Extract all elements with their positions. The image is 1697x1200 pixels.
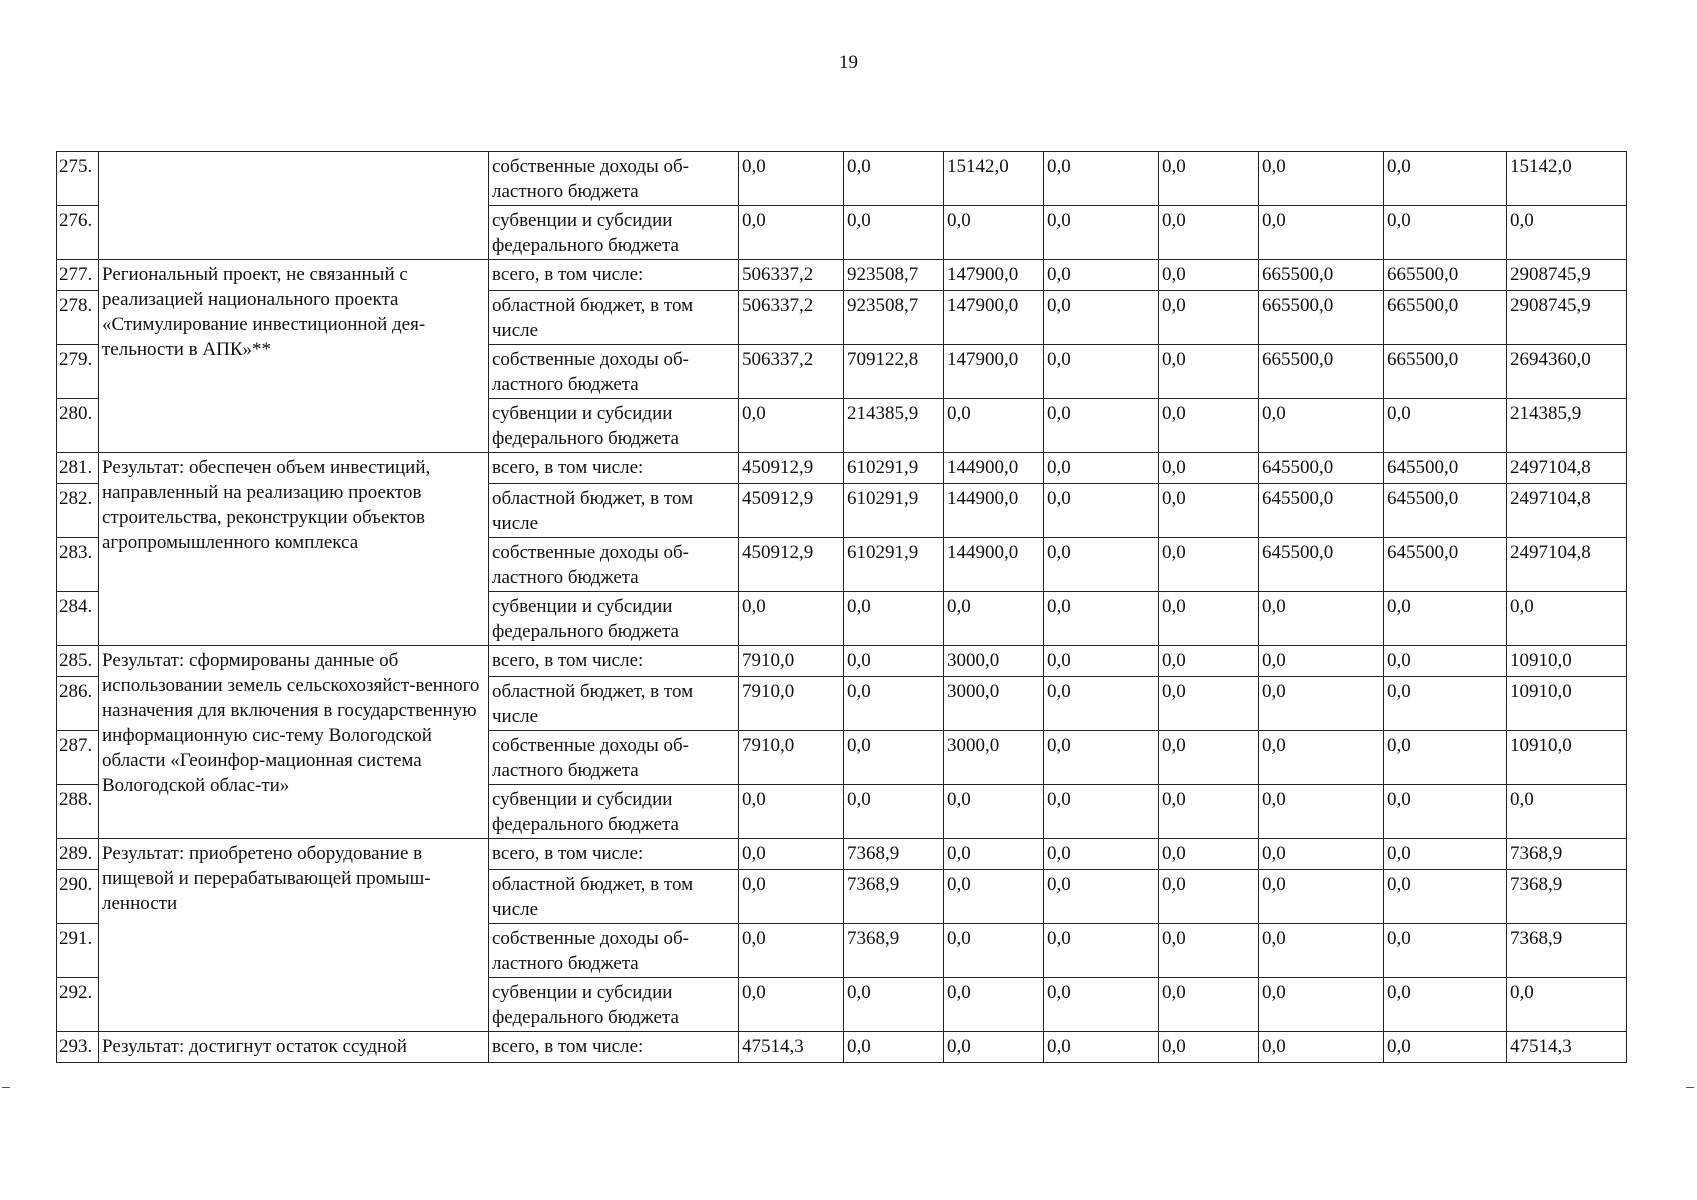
row-number: 286. (57, 677, 99, 731)
value-cell: 7368,9 (844, 839, 944, 870)
value-cell: 7910,0 (739, 731, 844, 785)
funding-source: всего, в том числе: (489, 646, 739, 677)
funding-source: собственные доходы об-ластного бюджета (489, 345, 739, 399)
value-cell: 0,0 (944, 592, 1044, 646)
value-cell: 0,0 (844, 592, 944, 646)
value-cell: 0,0 (1259, 399, 1384, 453)
value-cell: 0,0 (1044, 206, 1159, 260)
value-cell: 47514,3 (739, 1032, 844, 1063)
value-cell: 147900,0 (944, 260, 1044, 291)
value-cell: 0,0 (844, 206, 944, 260)
value-cell: 147900,0 (944, 345, 1044, 399)
value-cell: 2694360,0 (1507, 345, 1627, 399)
table-row (57, 646, 1627, 677)
value-cell: 0,0 (1159, 731, 1259, 785)
value-cell: 0,0 (1159, 924, 1259, 978)
funding-source: областной бюджет, в том числе (489, 484, 739, 538)
value-cell: 7368,9 (844, 924, 944, 978)
value-cell: 645500,0 (1259, 453, 1384, 484)
row-number: 283. (57, 538, 99, 592)
value-cell: 0,0 (1044, 924, 1159, 978)
value-cell: 0,0 (1159, 870, 1259, 924)
value-cell: 0,0 (739, 592, 844, 646)
group-name: Региональный проект, не связанный с реализацией национального проекта «Стимулирование инвестиционной дея-тельности в АПК»** (99, 260, 489, 453)
row-number: 277. (57, 260, 99, 291)
value-cell: 923508,7 (844, 291, 944, 345)
value-cell: 214385,9 (844, 399, 944, 453)
value-cell: 0,0 (1384, 731, 1507, 785)
value-cell: 214385,9 (1507, 399, 1627, 453)
value-cell: 0,0 (1159, 646, 1259, 677)
value-cell: 0,0 (1044, 260, 1159, 291)
value-cell: 0,0 (1159, 291, 1259, 345)
value-cell: 450912,9 (739, 484, 844, 538)
value-cell: 923508,7 (844, 260, 944, 291)
value-cell: 47514,3 (1507, 1032, 1627, 1063)
value-cell: 0,0 (739, 924, 844, 978)
group-name: Результат: обеспечен объем инвестиций, направленный на реализацию проектов строительства, реконструкции объектов агропромышленного комплекса (99, 453, 489, 646)
value-cell: 0,0 (844, 677, 944, 731)
value-cell: 0,0 (1507, 978, 1627, 1032)
row-number: 281. (57, 453, 99, 484)
value-cell: 0,0 (1044, 538, 1159, 592)
value-cell: 645500,0 (1259, 484, 1384, 538)
funding-source: собственные доходы об-ластного бюджета (489, 152, 739, 206)
value-cell: 0,0 (1259, 924, 1384, 978)
value-cell: 0,0 (739, 785, 844, 839)
value-cell: 7368,9 (1507, 870, 1627, 924)
value-cell: 0,0 (1159, 538, 1259, 592)
value-cell: 0,0 (1159, 677, 1259, 731)
value-cell: 709122,8 (844, 345, 944, 399)
value-cell: 610291,9 (844, 538, 944, 592)
value-cell: 0,0 (1044, 592, 1159, 646)
value-cell: 0,0 (1044, 484, 1159, 538)
value-cell: 0,0 (1159, 206, 1259, 260)
funding-source: субвенции и субсидии федерального бюджета (489, 978, 739, 1032)
value-cell: 0,0 (1259, 646, 1384, 677)
value-cell: 0,0 (1384, 924, 1507, 978)
budget-table (56, 151, 1627, 1063)
value-cell: 506337,2 (739, 345, 844, 399)
table-row (57, 260, 1627, 291)
value-cell: 665500,0 (1259, 260, 1384, 291)
value-cell: 0,0 (1507, 206, 1627, 260)
value-cell: 7910,0 (739, 677, 844, 731)
value-cell: 0,0 (844, 785, 944, 839)
value-cell: 0,0 (1259, 592, 1384, 646)
row-number: 280. (57, 399, 99, 453)
value-cell: 645500,0 (1384, 484, 1507, 538)
row-number: 285. (57, 646, 99, 677)
value-cell: 0,0 (844, 646, 944, 677)
value-cell: 0,0 (739, 978, 844, 1032)
table-row (57, 152, 1627, 206)
value-cell: 0,0 (1044, 291, 1159, 345)
value-cell: 0,0 (1384, 646, 1507, 677)
value-cell: 0,0 (1384, 1032, 1507, 1063)
row-number: 289. (57, 839, 99, 870)
value-cell: 610291,9 (844, 484, 944, 538)
value-cell: 7368,9 (1507, 924, 1627, 978)
page-number: 19 (839, 52, 858, 73)
row-number: 278. (57, 291, 99, 345)
value-cell: 3000,0 (944, 646, 1044, 677)
funding-source: областной бюджет, в том числе (489, 677, 739, 731)
funding-source: всего, в том числе: (489, 839, 739, 870)
value-cell: 0,0 (1384, 785, 1507, 839)
value-cell: 7368,9 (844, 870, 944, 924)
value-cell: 0,0 (1044, 1032, 1159, 1063)
value-cell: 0,0 (1259, 206, 1384, 260)
value-cell: 144900,0 (944, 453, 1044, 484)
value-cell: 665500,0 (1384, 345, 1507, 399)
funding-source: собственные доходы об-ластного бюджета (489, 924, 739, 978)
value-cell: 0,0 (1159, 345, 1259, 399)
value-cell: 610291,9 (844, 453, 944, 484)
value-cell: 0,0 (1259, 785, 1384, 839)
value-cell: 0,0 (1159, 453, 1259, 484)
value-cell: 0,0 (739, 399, 844, 453)
value-cell: 0,0 (1507, 592, 1627, 646)
value-cell: 15142,0 (944, 152, 1044, 206)
value-cell: 0,0 (944, 978, 1044, 1032)
value-cell: 10910,0 (1507, 677, 1627, 731)
value-cell: 2497104,8 (1507, 484, 1627, 538)
value-cell: 0,0 (1259, 1032, 1384, 1063)
value-cell: 645500,0 (1384, 453, 1507, 484)
row-number: 288. (57, 785, 99, 839)
value-cell: 506337,2 (739, 260, 844, 291)
row-number: 282. (57, 484, 99, 538)
funding-source: собственные доходы об-ластного бюджета (489, 731, 739, 785)
row-number: 276. (57, 206, 99, 260)
value-cell: 0,0 (739, 870, 844, 924)
value-cell: 0,0 (1159, 152, 1259, 206)
value-cell: 0,0 (1159, 785, 1259, 839)
row-number: 284. (57, 592, 99, 646)
value-cell: 450912,9 (739, 538, 844, 592)
value-cell: 0,0 (944, 785, 1044, 839)
value-cell: 0,0 (1259, 978, 1384, 1032)
funding-source: всего, в том числе: (489, 453, 739, 484)
table-row (57, 839, 1627, 870)
value-cell: 0,0 (1159, 978, 1259, 1032)
value-cell: 15142,0 (1507, 152, 1627, 206)
value-cell: 0,0 (1384, 839, 1507, 870)
value-cell: 0,0 (1044, 345, 1159, 399)
value-cell: 0,0 (739, 152, 844, 206)
value-cell: 665500,0 (1384, 260, 1507, 291)
funding-source: всего, в том числе: (489, 1032, 739, 1063)
value-cell: 0,0 (944, 839, 1044, 870)
value-cell: 0,0 (944, 399, 1044, 453)
value-cell: 144900,0 (944, 538, 1044, 592)
funding-source: областной бюджет, в том числе (489, 870, 739, 924)
margin-mark-left (2, 1087, 10, 1088)
funding-source: субвенции и субсидии федерального бюджета (489, 592, 739, 646)
value-cell: 0,0 (1259, 870, 1384, 924)
value-cell: 645500,0 (1259, 538, 1384, 592)
value-cell: 144900,0 (944, 484, 1044, 538)
value-cell: 7910,0 (739, 646, 844, 677)
value-cell: 0,0 (739, 206, 844, 260)
value-cell: 506337,2 (739, 291, 844, 345)
value-cell: 645500,0 (1384, 538, 1507, 592)
value-cell: 0,0 (1044, 785, 1159, 839)
value-cell: 0,0 (844, 978, 944, 1032)
value-cell: 0,0 (944, 870, 1044, 924)
row-number: 293. (57, 1032, 99, 1063)
value-cell: 3000,0 (944, 731, 1044, 785)
group-name (99, 152, 489, 260)
value-cell: 0,0 (844, 731, 944, 785)
row-number: 275. (57, 152, 99, 206)
value-cell: 0,0 (1044, 870, 1159, 924)
value-cell: 0,0 (1159, 260, 1259, 291)
value-cell: 7368,9 (1507, 839, 1627, 870)
value-cell: 0,0 (1259, 731, 1384, 785)
group-name: Результат: приобретено оборудование в пищевой и перерабатывающей промыш-ленности (99, 839, 489, 1032)
funding-source: субвенции и субсидии федерального бюджета (489, 399, 739, 453)
value-cell: 0,0 (1044, 152, 1159, 206)
table-row (57, 453, 1627, 484)
group-name: Результат: сформированы данные об использовании земель сельскохозяйст-венного назначения для включения в государственную информационную сис-тему Вологодской области «Геоинфор-мационная система Вологодской облас-ти» (99, 646, 489, 839)
value-cell: 0,0 (844, 1032, 944, 1063)
value-cell: 0,0 (1159, 484, 1259, 538)
funding-source: субвенции и субсидии федерального бюджета (489, 785, 739, 839)
value-cell: 0,0 (944, 924, 1044, 978)
value-cell: 0,0 (1384, 152, 1507, 206)
value-cell: 0,0 (1044, 453, 1159, 484)
group-name: Результат: достигнут остаток ссудной (99, 1032, 489, 1063)
value-cell: 0,0 (1384, 206, 1507, 260)
value-cell: 0,0 (1044, 677, 1159, 731)
value-cell: 3000,0 (944, 677, 1044, 731)
funding-source: всего, в том числе: (489, 260, 739, 291)
value-cell: 0,0 (1384, 677, 1507, 731)
table-row (57, 1032, 1627, 1063)
value-cell: 665500,0 (1384, 291, 1507, 345)
value-cell: 0,0 (1259, 839, 1384, 870)
value-cell: 0,0 (1384, 399, 1507, 453)
value-cell: 0,0 (944, 206, 1044, 260)
value-cell: 2908745,9 (1507, 260, 1627, 291)
value-cell: 0,0 (1044, 839, 1159, 870)
value-cell: 0,0 (1044, 731, 1159, 785)
row-number: 287. (57, 731, 99, 785)
value-cell: 0,0 (1159, 592, 1259, 646)
value-cell: 0,0 (1159, 1032, 1259, 1063)
value-cell: 0,0 (1384, 592, 1507, 646)
value-cell: 2497104,8 (1507, 538, 1627, 592)
value-cell: 0,0 (1384, 870, 1507, 924)
value-cell: 0,0 (1159, 839, 1259, 870)
value-cell: 0,0 (1044, 978, 1159, 1032)
value-cell: 0,0 (1159, 399, 1259, 453)
value-cell: 0,0 (944, 1032, 1044, 1063)
value-cell: 0,0 (1259, 677, 1384, 731)
value-cell: 665500,0 (1259, 345, 1384, 399)
value-cell: 0,0 (1044, 399, 1159, 453)
row-number: 279. (57, 345, 99, 399)
value-cell: 0,0 (739, 839, 844, 870)
value-cell: 0,0 (1259, 152, 1384, 206)
funding-source: субвенции и субсидии федерального бюджета (489, 206, 739, 260)
value-cell: 0,0 (844, 152, 944, 206)
value-cell: 10910,0 (1507, 646, 1627, 677)
row-number: 292. (57, 978, 99, 1032)
row-number: 291. (57, 924, 99, 978)
value-cell: 147900,0 (944, 291, 1044, 345)
row-number: 290. (57, 870, 99, 924)
value-cell: 0,0 (1044, 646, 1159, 677)
value-cell: 450912,9 (739, 453, 844, 484)
value-cell: 2497104,8 (1507, 453, 1627, 484)
value-cell: 0,0 (1507, 785, 1627, 839)
value-cell: 0,0 (1384, 978, 1507, 1032)
margin-mark-right (1686, 1087, 1694, 1088)
funding-source: собственные доходы об-ластного бюджета (489, 538, 739, 592)
funding-source: областной бюджет, в том числе (489, 291, 739, 345)
value-cell: 2908745,9 (1507, 291, 1627, 345)
value-cell: 10910,0 (1507, 731, 1627, 785)
value-cell: 665500,0 (1259, 291, 1384, 345)
